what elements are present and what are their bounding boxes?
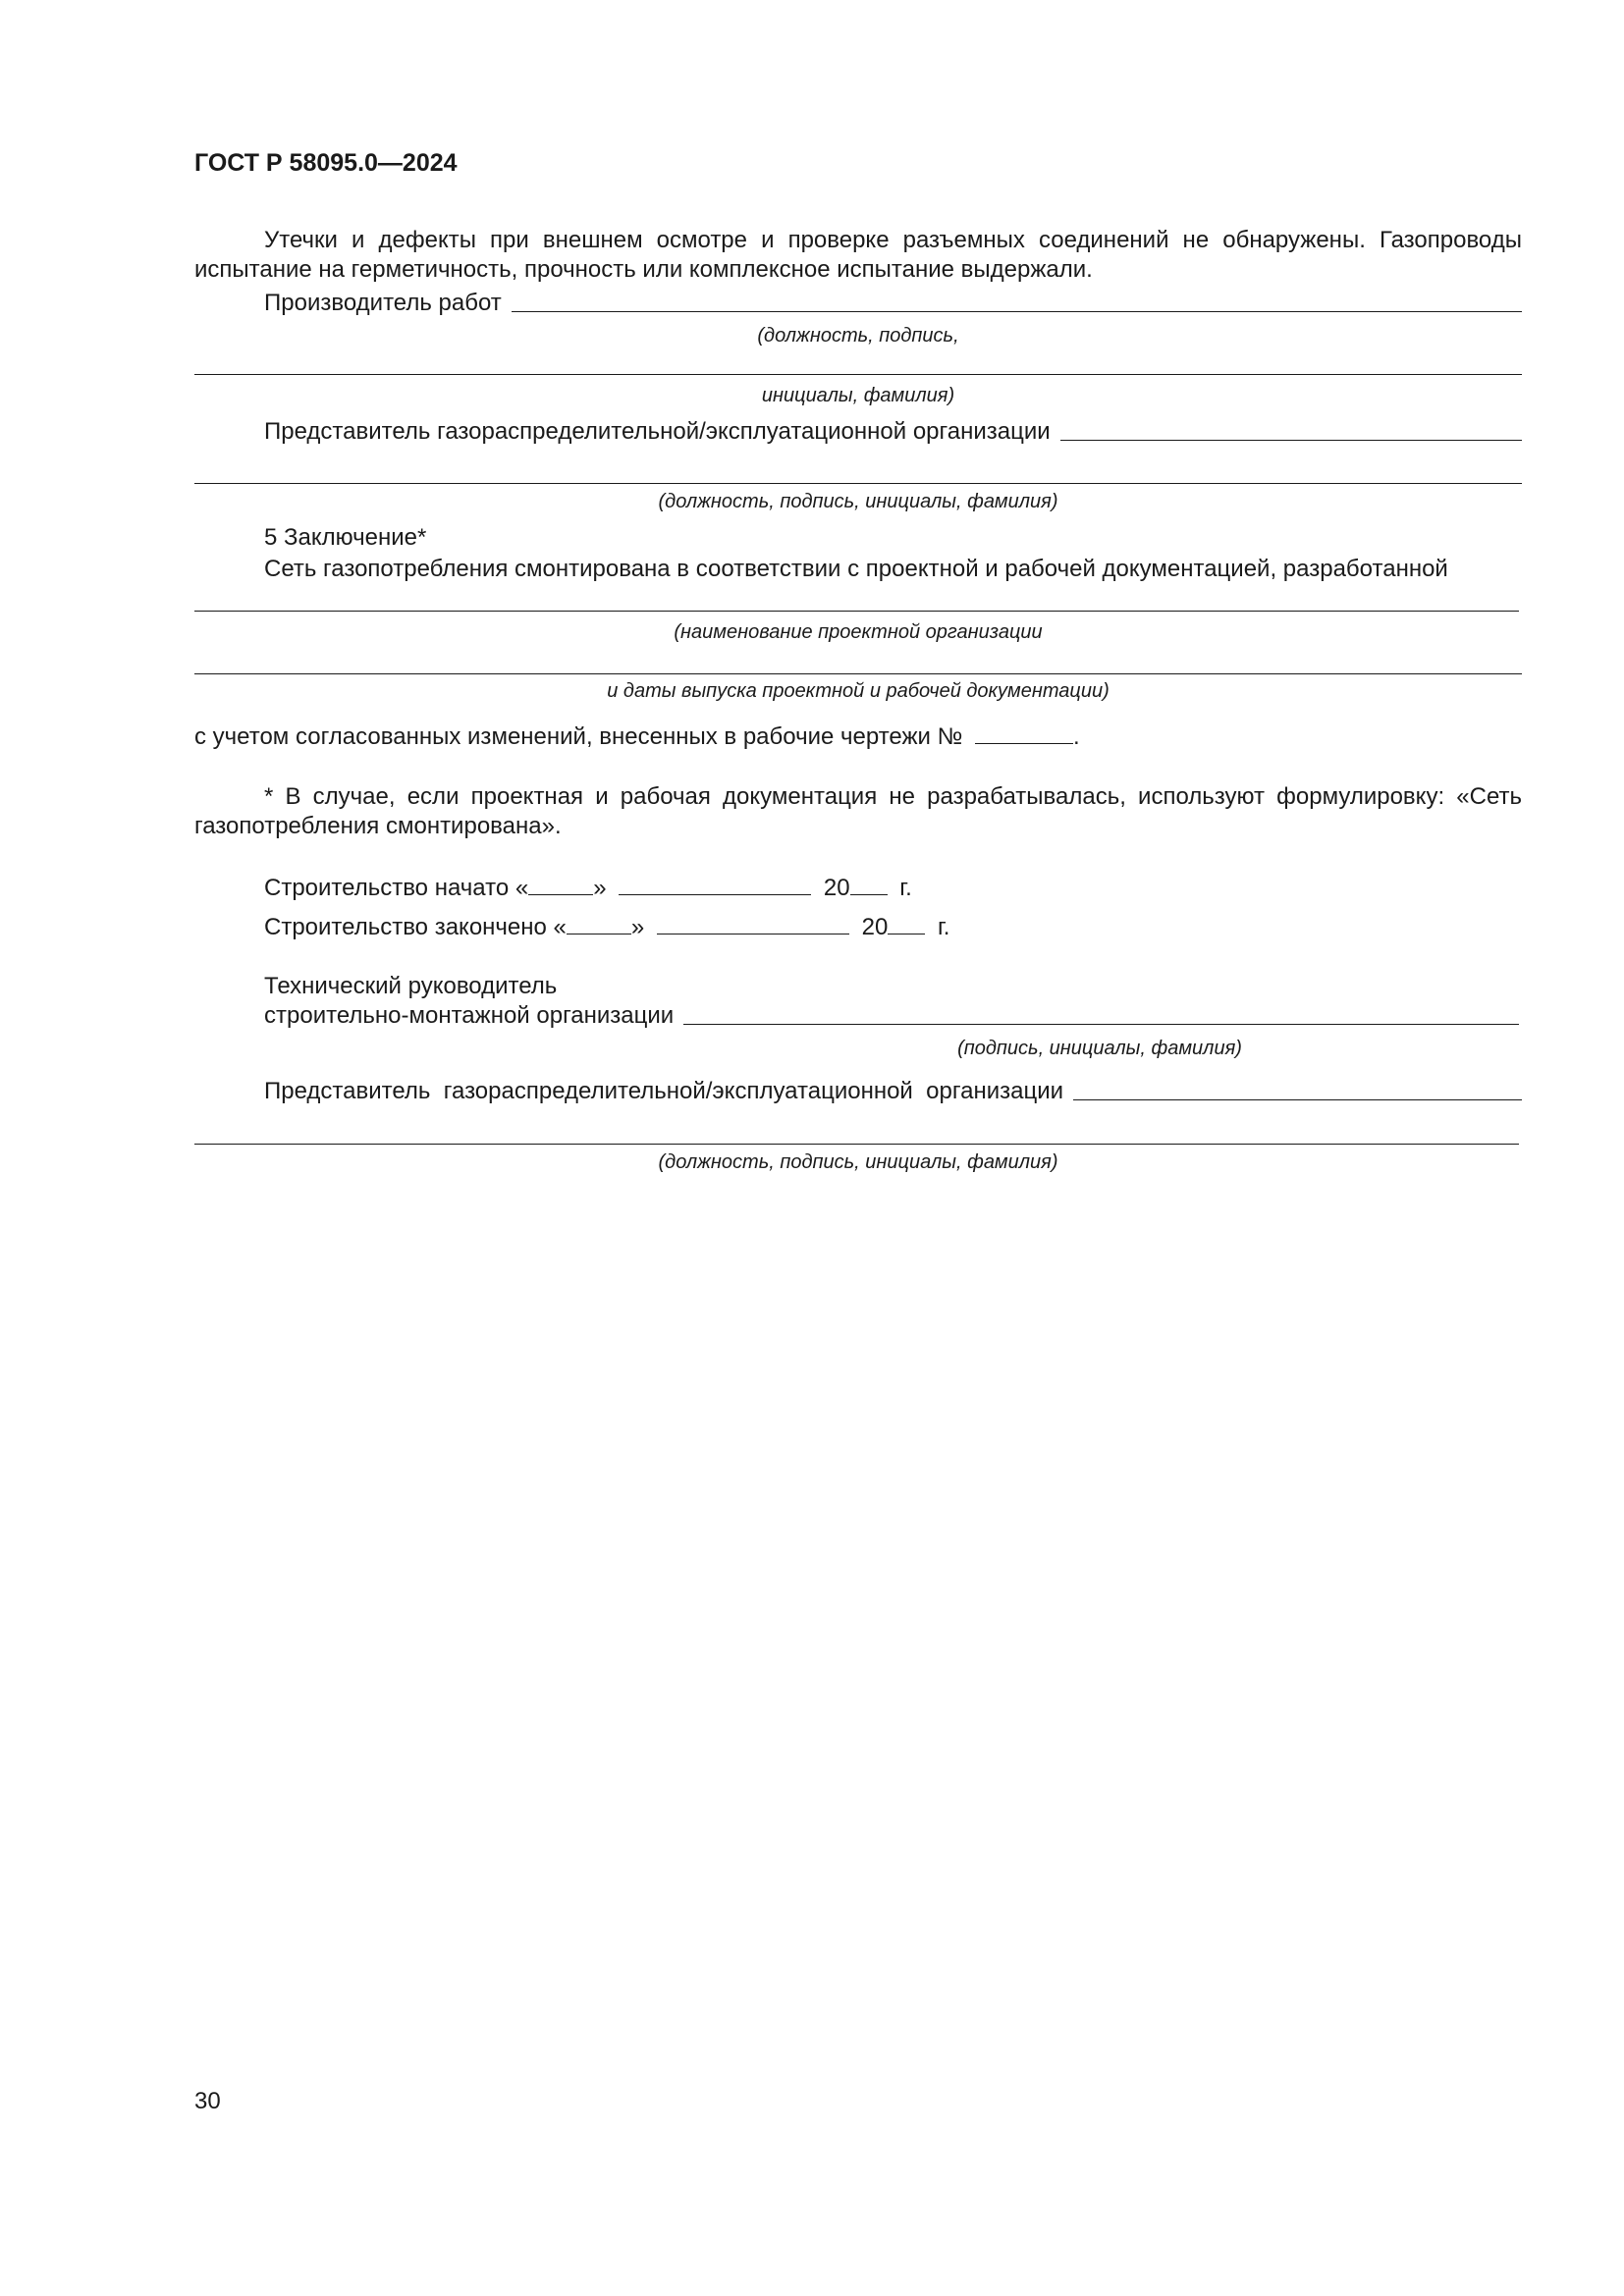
conclusion-text: Сеть газопотребления смонтирована в соответствии с проектной и рабочей документацией, разработанной bbox=[264, 556, 1448, 582]
changes-row bbox=[194, 721, 1080, 752]
representative-caption: (должность, подпись, инициалы, фамилия) bbox=[658, 491, 1058, 512]
representative-2-signature-line-2[interactable] bbox=[194, 1144, 1519, 1145]
start-month-field[interactable] bbox=[619, 873, 811, 895]
start-year-field[interactable] bbox=[850, 873, 888, 895]
project-organization-line[interactable] bbox=[194, 611, 1519, 612]
start-day-field[interactable] bbox=[528, 873, 593, 895]
end-day-field[interactable] bbox=[567, 912, 631, 934]
tech-manager-caption: (подпись, инициалы, фамилия) bbox=[957, 1038, 1242, 1059]
end-year-suffix: г. bbox=[937, 914, 950, 940]
construction-end-label: Строительство закончено « bbox=[264, 914, 567, 940]
end-year-prefix: 20 bbox=[861, 914, 889, 940]
representative-signature-line[interactable] bbox=[1060, 418, 1522, 441]
contractor-label: Производитель работ bbox=[264, 290, 502, 316]
intro-paragraph bbox=[194, 226, 1522, 285]
conclusion-caption-1: (наименование проектной организации bbox=[674, 621, 1043, 643]
construction-start-row bbox=[264, 873, 912, 903]
tech-manager-row bbox=[264, 1001, 1519, 1031]
contractor-caption-2: инициалы, фамилия) bbox=[761, 385, 955, 406]
tech-manager-label: строительно-монтажной организации bbox=[264, 1002, 675, 1029]
end-year-field[interactable] bbox=[888, 912, 925, 934]
start-year-suffix: г. bbox=[899, 875, 912, 901]
contractor-signature-line-2[interactable] bbox=[194, 374, 1522, 375]
representative-row bbox=[264, 417, 1522, 447]
project-date-line[interactable] bbox=[194, 673, 1522, 674]
changes-end: . bbox=[1073, 723, 1080, 750]
intro-line-2: испытание на герметичность, прочность или комплексное испытание выдержали. bbox=[194, 256, 1093, 283]
representative-2-label: Представитель газораспределительной/эксплуатационной организации bbox=[264, 1078, 1064, 1104]
representative-label: Представитель газораспределительной/эксплуатационной организации bbox=[264, 418, 1051, 445]
end-month-field[interactable] bbox=[657, 912, 849, 934]
representative-signature-line-2[interactable] bbox=[194, 483, 1522, 484]
document-code: ГОСТ Р 58095.0—2024 bbox=[194, 149, 458, 177]
conclusion-caption-2: и даты выпуска проектной и рабочей документации) bbox=[607, 680, 1110, 702]
page-number: 30 bbox=[194, 2088, 221, 2114]
contractor-caption-1: (должность, подпись, bbox=[757, 325, 959, 347]
drawings-number-field[interactable] bbox=[975, 721, 1073, 744]
conclusion-heading: 5 Заключение* bbox=[264, 524, 427, 551]
representative-2-signature-line[interactable] bbox=[1073, 1078, 1522, 1100]
footnote-line-2: газопотребления смонтирована». bbox=[194, 813, 562, 839]
end-quote-close: » bbox=[630, 914, 645, 940]
footnote-line-1: * В случае, если проектная и рабочая документация не разрабатывалась, используют формулировку: «Сеть bbox=[264, 783, 1522, 810]
contractor-row bbox=[264, 289, 1522, 318]
start-quote-close: » bbox=[593, 875, 607, 901]
contractor-signature-line[interactable] bbox=[512, 290, 1522, 312]
footnote bbox=[194, 782, 1522, 841]
intro-line-1: Утечки и дефекты при внешнем осмотре и проверке разъемных соединений не обнаружены. Газопроводы bbox=[264, 227, 1522, 253]
construction-end-row bbox=[264, 912, 949, 942]
changes-text: с учетом согласованных изменений, внесенных в рабочие чертежи № bbox=[194, 723, 963, 750]
construction-start-label: Строительство начато « bbox=[264, 875, 529, 901]
tech-manager-title: Технический руководитель bbox=[264, 973, 558, 999]
start-year-prefix: 20 bbox=[823, 875, 850, 901]
representative-2-caption: (должность, подпись, инициалы, фамилия) bbox=[658, 1151, 1058, 1173]
representative-2-row bbox=[264, 1077, 1522, 1106]
tech-manager-signature-line[interactable] bbox=[683, 1002, 1519, 1025]
